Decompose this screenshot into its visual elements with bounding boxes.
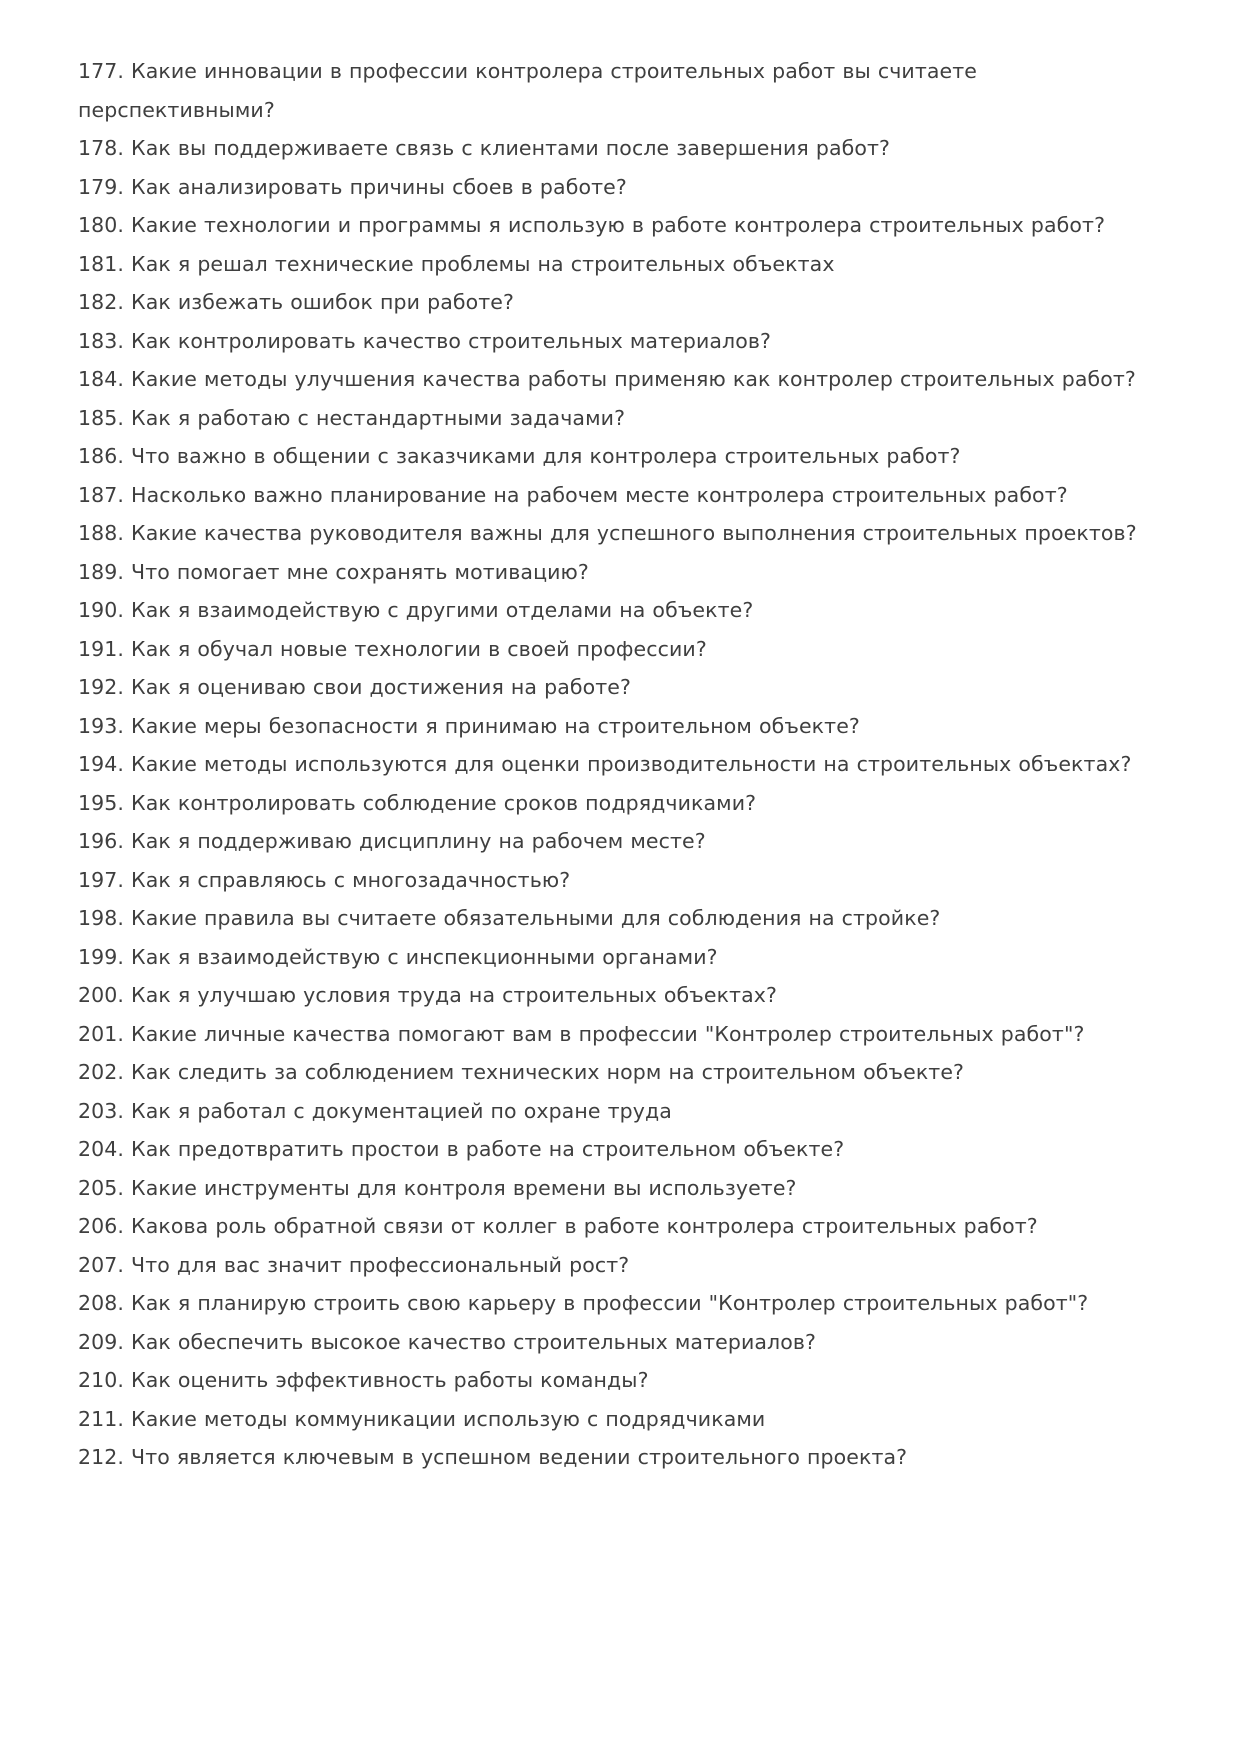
list-item: 191. Как я обучал новые технологии в своей профессии?	[78, 636, 707, 661]
list-item: 183. Как контролировать качество строительных материалов?	[78, 328, 772, 353]
list-item: 202. Как следить за соблюдением технических норм на строительном объекте?	[78, 1060, 965, 1084]
list-item: 186. Что важно в общении с заказчиками для контролера строительных работ?	[78, 444, 961, 468]
list-item: 206. Какова роль обратной связи от коллег в работе контролера строительных работ?	[78, 1214, 1038, 1238]
list-item: 190. Как я взаимодействую с другими отделами на объекте?	[78, 598, 754, 622]
list-item: 180. Какие технологии и программы я использую в работе контролера строительных работ?	[78, 213, 1106, 237]
list-item: 209. Как обеспечить высокое качество строительных материалов?	[78, 1329, 817, 1354]
list-item: 195. Как контролировать соблюдение сроков подрядчиками?	[78, 790, 757, 815]
list-item: 205. Какие инструменты для контроля времени вы используете?	[78, 1175, 797, 1200]
list-item: 185. Как я работаю с нестандартными задачами?	[78, 405, 626, 430]
list-item: 179. Как анализировать причины сбоев в работе?	[78, 174, 627, 199]
list-item: 201. Какие личные качества помогают вам в профессии "Контролер строительных работ"?	[78, 1021, 1085, 1046]
list-item: 208. Как я планирую строить свою карьеру в профессии "Контролер строительных работ"?	[78, 1291, 1089, 1315]
list-item: 177. Какие инновации в профессии контролера строительных работ вы считаете перспективными?	[78, 59, 978, 122]
list-item: 184. Какие методы улучшения качества работы применяю как контролер строительных работ?	[78, 367, 1136, 391]
list-item: 204. Как предотвратить простои в работе на строительном объекте?	[78, 1137, 845, 1161]
list-item: 188. Какие качества руководителя важны для успешного выполнения строительных проектов?	[78, 521, 1137, 545]
list-item: 193. Какие меры безопасности я принимаю на строительном объекте?	[78, 713, 860, 738]
list-item: 196. Как я поддерживаю дисциплину на рабочем месте?	[78, 829, 706, 853]
list-item: 200. Как я улучшаю условия труда на строительных объектах?	[78, 983, 777, 1007]
list-item: 181. Как я решал технические проблемы на строительных объектах	[78, 251, 835, 276]
list-item: 178. Как вы поддерживаете связь с клиентами после завершения работ?	[78, 136, 891, 160]
list-item: 189. Что помогает мне сохранять мотивацию?	[78, 559, 589, 584]
list-item: 210. Как оценить эффективность работы команды?	[78, 1368, 649, 1392]
list-item: 207. Что для вас значит профессиональный рост?	[78, 1252, 630, 1277]
list-item: 211. Какие методы коммуникации использую с подрядчиками	[78, 1406, 766, 1431]
list-item: 199. Как я взаимодействую с инспекционными органами?	[78, 944, 718, 969]
list-item: 187. Насколько важно планирование на рабочем месте контролера строительных работ?	[78, 482, 1068, 507]
list-item: 194. Какие методы используются для оценки производительности на строительных объектах?	[78, 752, 1132, 776]
list-item: 198. Какие правила вы считаете обязательными для соблюдения на стройке?	[78, 906, 941, 930]
list-item: 212. Что является ключевым в успешном ведении строительного проекта?	[78, 1445, 908, 1469]
list-item: 182. Как избежать ошибок при работе?	[78, 290, 514, 314]
list-item: 192. Как я оцениваю свои достижения на работе?	[78, 675, 631, 699]
list-item: 197. Как я справляюсь с многозадачностью?	[78, 867, 571, 892]
list-item: 203. Как я работал с документацией по охране труда	[78, 1098, 672, 1123]
question-list	[78, 52, 1161, 1477]
